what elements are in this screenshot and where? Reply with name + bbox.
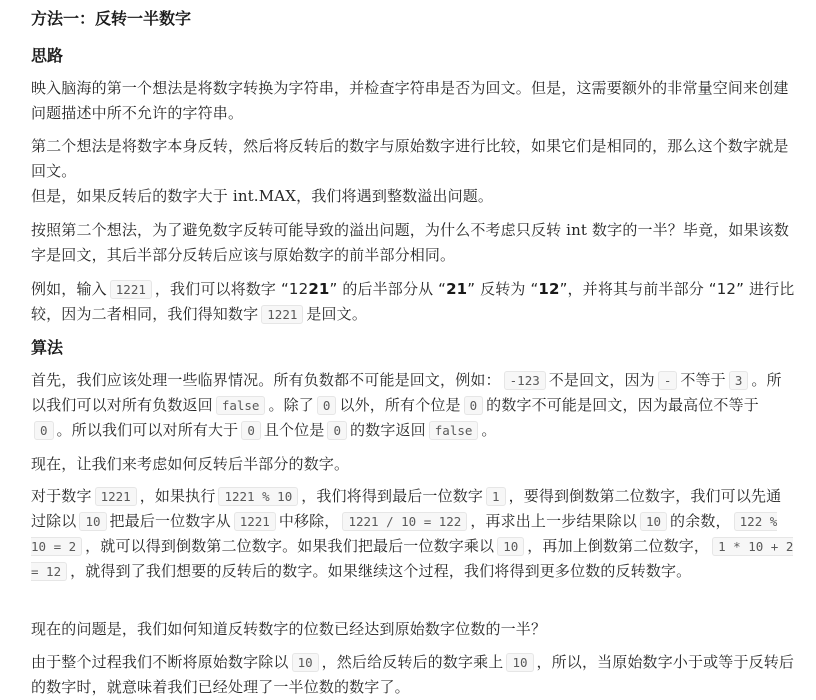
paragraph-1: 映入脑海的第一个想法是将数字转换为字符串，并检查字符串是否为回文。但是，这需要额外的非常量空间来创建问题描述中所不允许的字符串。	[31, 79, 789, 122]
paragraph-9-text: ，所以，当原始数字小于或等于反转后的数字时，就意味着我们已经处理了一半位数的数字了。	[31, 653, 795, 696]
inline-code: 1 * 10 + 2 = 12	[31, 539, 794, 579]
paragraph-8: 现在的问题是，我们如何知道反转数字的位数已经达到原始数字位数的一半？	[31, 620, 547, 638]
paragraph-2	[31, 134, 795, 209]
paragraph-7-text: 中移除，	[278, 512, 340, 530]
paragraph-5-text: 首先，我们应该处理一些临界情况。所有负数都不可能是回文，例如：	[31, 371, 501, 389]
inline-code: 1221 / 10 = 122	[342, 512, 467, 531]
paragraph-5-text: 不等于	[680, 371, 726, 389]
section-heading-idea: 思路	[31, 46, 64, 65]
paragraph-2-text: ，我们将遇到整数溢出问题。	[296, 187, 494, 205]
paragraph-4-text: ” 反转为 “	[467, 280, 539, 298]
inline-code: 0	[34, 421, 54, 440]
paragraph-5	[31, 368, 795, 443]
paragraph-7-text: ，要得到倒数第二位数字，我们可以先通过除以	[31, 487, 782, 530]
paragraph-4-text: 例如，输入	[31, 280, 107, 298]
inline-code: 3	[729, 371, 749, 390]
approach-title: 方法一：反转一半数字	[31, 9, 192, 28]
inline-code: 0	[241, 421, 261, 440]
inline-code: 10	[640, 512, 667, 531]
paragraph-9-text: ，然后给反转后的数字乘上	[321, 653, 504, 671]
paragraph-4	[31, 277, 795, 327]
paragraph-5-text: 。所以我们可以对所有大于	[56, 421, 239, 439]
bold-text: 21	[446, 280, 468, 298]
section-heading-algorithm: 算法	[31, 338, 64, 357]
inline-code: 1221	[234, 512, 276, 531]
paragraph-4-text: 是回文。	[306, 305, 367, 323]
paragraph-5-text: 的数字返回	[350, 421, 426, 439]
paragraph-7-text: ，再求出上一步结果除以	[470, 512, 637, 530]
paragraph-2-text: 第二个想法是将数字本身反转，然后将反转后的数字与原始数字进行比较，如果它们是相同的，那么这个数字就是回文。	[31, 137, 789, 180]
inline-code: 122 % 10 = 2	[31, 514, 778, 554]
paragraph-2-text: 但是，如果反转后的数字大于	[31, 187, 233, 205]
paragraph-5-text: 以外，所有个位是	[339, 396, 461, 414]
inline-code: 0	[327, 421, 347, 440]
paragraph-3	[31, 218, 795, 268]
inline-code: 1221	[261, 305, 303, 324]
paragraph-4-text: ” 的后半部分从 “	[329, 280, 447, 298]
int-max-term: int.MAX	[232, 187, 297, 205]
paragraph-5-text: 的数字不可能是回文，因为最高位不等于	[486, 396, 759, 414]
int-term: int	[566, 221, 588, 239]
paragraph-4-text: ”，并将其与前半部分 “12” 进行比较，因为二者相同，我们得知数字	[31, 280, 795, 323]
paragraph-5-text: 不是回文，因为	[548, 371, 655, 389]
paragraph-4-text: ，我们可以将数字 “12	[154, 280, 309, 298]
paragraph-5-text: 。所以我们可以对所有负数返回	[31, 371, 782, 414]
inline-code: 1221	[110, 280, 152, 299]
paragraph-9-text: 由于整个过程我们不断将原始数字除以	[31, 653, 289, 671]
paragraph-7-text: ，就可以得到倒数第二位数字。如果我们把最后一位数字乘以	[85, 537, 495, 555]
inline-code: 10	[292, 653, 319, 672]
inline-code: 1	[486, 487, 506, 506]
inline-code: false	[429, 421, 479, 440]
paragraph-3-text: 数字的一半？毕竟，如果该数字是回文，其后半部分反转后应该与原始数字的前半部分相同。	[31, 221, 789, 264]
paragraph-7-text: ，再加上倒数第二位数字，	[527, 537, 710, 555]
inline-code: false	[216, 396, 266, 415]
paragraph-7-text: ，如果执行	[139, 487, 216, 505]
paragraph-7-text: 把最后一位数字从	[109, 512, 231, 530]
inline-code: 10	[79, 512, 106, 531]
paragraph-6: 现在，让我们来考虑如何反转后半部分的数字。	[31, 455, 350, 473]
paragraph-5-text: 。	[481, 421, 497, 439]
inline-code: 10	[506, 653, 533, 672]
paragraph-7-text: 的余数，	[670, 512, 731, 530]
paragraph-5-text: 且个位是	[263, 421, 325, 439]
bold-text: 12	[538, 280, 560, 298]
paragraph-3-text: 按照第二个想法，为了避免数字反转可能导致的溢出问题，为什么不考虑只反转	[31, 221, 567, 239]
inline-code: 10	[497, 537, 524, 556]
paragraph-7-text: 对于数字	[31, 487, 92, 505]
paragraph-5-text: 。除了	[268, 396, 314, 414]
bold-text: 21	[308, 280, 330, 298]
inline-code: 0	[317, 396, 337, 415]
inline-code: 1221	[95, 487, 137, 506]
inline-code: -123	[504, 371, 546, 390]
inline-code: -	[658, 371, 678, 390]
paragraph-7-text: ，就得到了我们想要的反转后的数字。如果继续这个过程，我们将得到更多位数的反转数字。	[70, 562, 692, 580]
paragraph-7-text: ，我们将得到最后一位数字	[301, 487, 484, 505]
paragraph-9	[31, 650, 795, 700]
inline-code: 1221 % 10	[218, 487, 298, 506]
inline-code: 0	[464, 396, 484, 415]
paragraph-7	[31, 484, 795, 584]
